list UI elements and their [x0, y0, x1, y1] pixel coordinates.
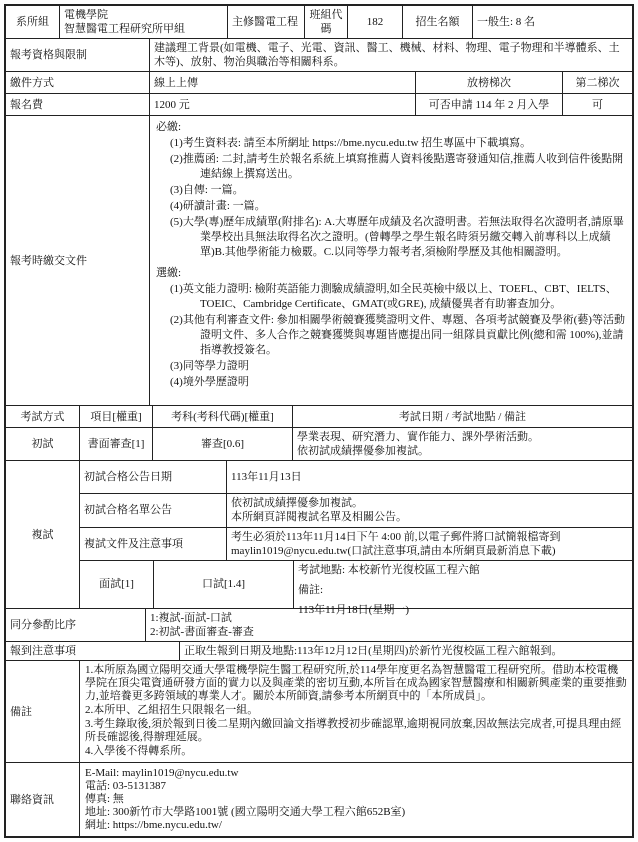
- row-program: [6, 6, 632, 38]
- class-code-value: 182: [347, 6, 402, 38]
- class-code-label: 班組代碼: [304, 6, 347, 38]
- required-item: (5)大學(專)歷年成績單(附排名): A.大專歷年成績及名次證明書。若無法取得名次證明者,請原畢業學校出具無法取得名次之證明。(曾轉學之學生報名時須另繳交轉入前專科以上成績單)B.其他學術能力檢覈。C.以同等學力報考者,須檢附學歷及其他相關證明。: [170, 216, 624, 258]
- contact-email: E-Mail: maylin1019@nycu.edu.tw: [85, 767, 239, 779]
- first-round-note-line1: 學業表現、研究潛力、實作能力、課外學術活動。: [297, 431, 539, 443]
- qualification-label: 報考資格與限制: [10, 49, 87, 61]
- row-fee: [6, 93, 632, 115]
- major-name: 主修醫電工程: [227, 6, 304, 38]
- contact-fax: 傳真: 無: [85, 793, 124, 805]
- exam-header-item: 項目[權重]: [79, 406, 152, 427]
- second-round-row-list-announce: [80, 493, 632, 526]
- tiebreaker-value: [145, 609, 632, 641]
- quota-label: 招生名額: [402, 6, 472, 38]
- row-qualification: [6, 38, 632, 71]
- required-item: (4)研讀計畫: 一篇。: [170, 200, 266, 212]
- second-round-label: 複試: [31, 528, 54, 541]
- fee-value: 1200 元: [149, 94, 415, 115]
- row-documents: [6, 115, 632, 405]
- announce-date-value: 113年11月13日: [226, 461, 632, 493]
- spring-admission-label: 可否申請 114 年 2 月入學: [415, 94, 562, 115]
- registration-label: 報到注意事項: [10, 645, 76, 657]
- quota-value: 一般生: 8 名: [472, 6, 632, 38]
- interview-date: 113年11月18日(星期一): [298, 603, 410, 616]
- tiebreaker-line2: 2:初試-書面審查-審查: [150, 626, 254, 638]
- instructions-value: 考生必須於113年11月14日下午 4:00 前,以電子郵件將口試簡報檔寄到maylin1019@nycu.edu.tw(口試注意事項,請由本所網頁最新消息下載): [226, 528, 632, 560]
- second-round-row-instructions: [80, 527, 632, 560]
- note-item: 1.本所原為國立陽明交通大學電機學院生醫工程研究所,於114學年度更名為智慧醫電工程研究所。借助本校電機學院在頂尖電資通研發方面的實力以及與產業的密切互動,本所旨在成為國家智慧醫療和相關新興產業的重要推動力,並培養更多跨領域的專業人才。關於本所師資,請參考本所網頁中的「本所成員」。: [85, 664, 627, 702]
- required-item: (2)推薦函: 二封,請考生於報名系統上填寫推薦人資料後點選寄發通知信,推薦人收到信件後點開連結線上撰寫送出。: [170, 153, 624, 180]
- documents-content: [149, 116, 632, 405]
- contact-website: 網址: https://bme.nycu.edu.tw/: [85, 819, 222, 831]
- list-announce-line1: 依初試成績擇優參加複試。: [231, 497, 363, 510]
- contact-address: 地址: 300新竹市大學路1001號 (國立陽明交通大學工程六館652B室): [85, 806, 406, 818]
- row-tiebreaker: [6, 608, 632, 641]
- optional-item: (1)英文能力證明: 檢附英語能力測驗成績證明,如全民英檢中級以上、TOEFL、CBT、IELTS、TOEIC、Cambridge Certificate、GMAT(或GRE), 成績優異者有助審查加分。: [170, 283, 617, 310]
- first-round-label: 初試: [31, 438, 54, 450]
- spring-admission-value: 可: [562, 94, 632, 115]
- qualification-text: 建議理工背景(如電機、電子、光電、資訊、醫工、機械、材料、物理、電子物理和半導體系、土木等)、放射、物治與職治等相關科系。: [149, 39, 632, 71]
- exam-header-subject: 考科(考科代碼)[權重]: [152, 406, 292, 427]
- first-round-note: [292, 428, 632, 460]
- second-round-row-announce-date: [80, 461, 632, 493]
- list-announce-value: [226, 494, 632, 526]
- college-name: 電機學院: [64, 9, 108, 21]
- interview-subject: 口試[1.4]: [153, 561, 293, 608]
- registration-text: 正取生報到日期及地點:113年12月12日(星期四)於新竹光復校區工程六館報到。: [179, 642, 632, 660]
- admission-table: [4, 4, 634, 838]
- row-notes: [6, 660, 632, 762]
- interview-item: 面試[1]: [99, 578, 134, 591]
- instructions-label: 複試文件及注意事項: [84, 537, 183, 550]
- submission-label: 繳件方式: [10, 76, 54, 89]
- list-announce-label: 初試合格名單公告: [84, 504, 172, 517]
- required-item: (3)自傳: 一篇。: [170, 184, 244, 196]
- notes-label: 備註: [10, 705, 32, 718]
- row-exam-header: [6, 405, 632, 427]
- announce-round-value: 第二梯次: [562, 72, 632, 93]
- contact-label: 聯絡資訊: [10, 793, 54, 806]
- optional-item: (4)境外學歷證明: [170, 376, 249, 388]
- row-first-round: [6, 427, 632, 460]
- interview-note-label: 備註:: [298, 583, 324, 596]
- exam-header-method: 考試方式: [20, 410, 65, 423]
- list-announce-line2: 本所網頁詳閱複試名單及相關公告。: [231, 511, 407, 524]
- documents-label: 報考時繳交文件: [10, 254, 87, 267]
- row-second-round: [6, 460, 632, 616]
- institute-name: 智慧醫電工程研究所甲組: [64, 23, 185, 35]
- tiebreaker-label: 同分參酌比序: [10, 619, 76, 631]
- required-item: (1)考生資料表: 請至本所網址 https://bme.nycu.edu.tw 招生專區中下載填寫。: [170, 137, 532, 149]
- contact-phone: 電話: 03-5131387: [85, 780, 166, 792]
- note-item: 3.考生錄取後,須於報到日後二星期內繳回論文指導教授初步確認單,逾期視同放棄,因故無法完成者,可提具理由經所長確認後,得辦理延展。: [85, 718, 622, 743]
- required-section-title: 必繳:: [156, 121, 182, 133]
- notes-content: [79, 661, 632, 762]
- optional-item: (3)同等學力證明: [170, 360, 249, 372]
- optional-item: (2)其他有利審查文件: 參加相關學術競賽獲獎證明文件、專題、各項考試競賽及學術(藝)等活動證明文件、多人合作之競賽獲獎與專題皆應提出同一組隊員貢獻比例(總和需 100%),並請指導教授簽名。: [170, 314, 625, 356]
- note-item: 2.本所甲、乙組招生只限報名一組。: [85, 704, 259, 716]
- row-contact: [6, 762, 632, 836]
- program-name: [59, 6, 227, 38]
- first-round-item: 書面審查[1]: [79, 428, 152, 460]
- row-submission: [6, 71, 632, 93]
- exam-header-info: 考試日期 / 考試地點 / 備註: [292, 406, 632, 427]
- contact-content: [79, 763, 632, 836]
- optional-section-title: 選繳:: [156, 267, 182, 279]
- second-round-detail: [79, 461, 632, 616]
- note-item: 4.入學後不得轉系所。: [85, 745, 193, 757]
- second-round-row-interview: [80, 560, 632, 616]
- row-registration: [6, 641, 632, 660]
- announce-round-label: 放榜梯次: [415, 72, 562, 93]
- interview-location: 考試地點: 本校新竹光復校區工程六館: [298, 563, 480, 576]
- interview-info: [293, 561, 632, 616]
- first-round-note-line2: 依初試成績擇優參加複試。: [297, 445, 429, 457]
- tiebreaker-line1: 1:複試-面試-口試: [150, 612, 232, 624]
- program-label: 系所組: [16, 16, 49, 28]
- submission-value: 線上上傳: [149, 72, 415, 93]
- fee-label: 報名費: [10, 98, 43, 111]
- announce-date-label: 初試合格公告日期: [84, 471, 172, 484]
- first-round-subject: 審查[0.6]: [152, 428, 292, 460]
